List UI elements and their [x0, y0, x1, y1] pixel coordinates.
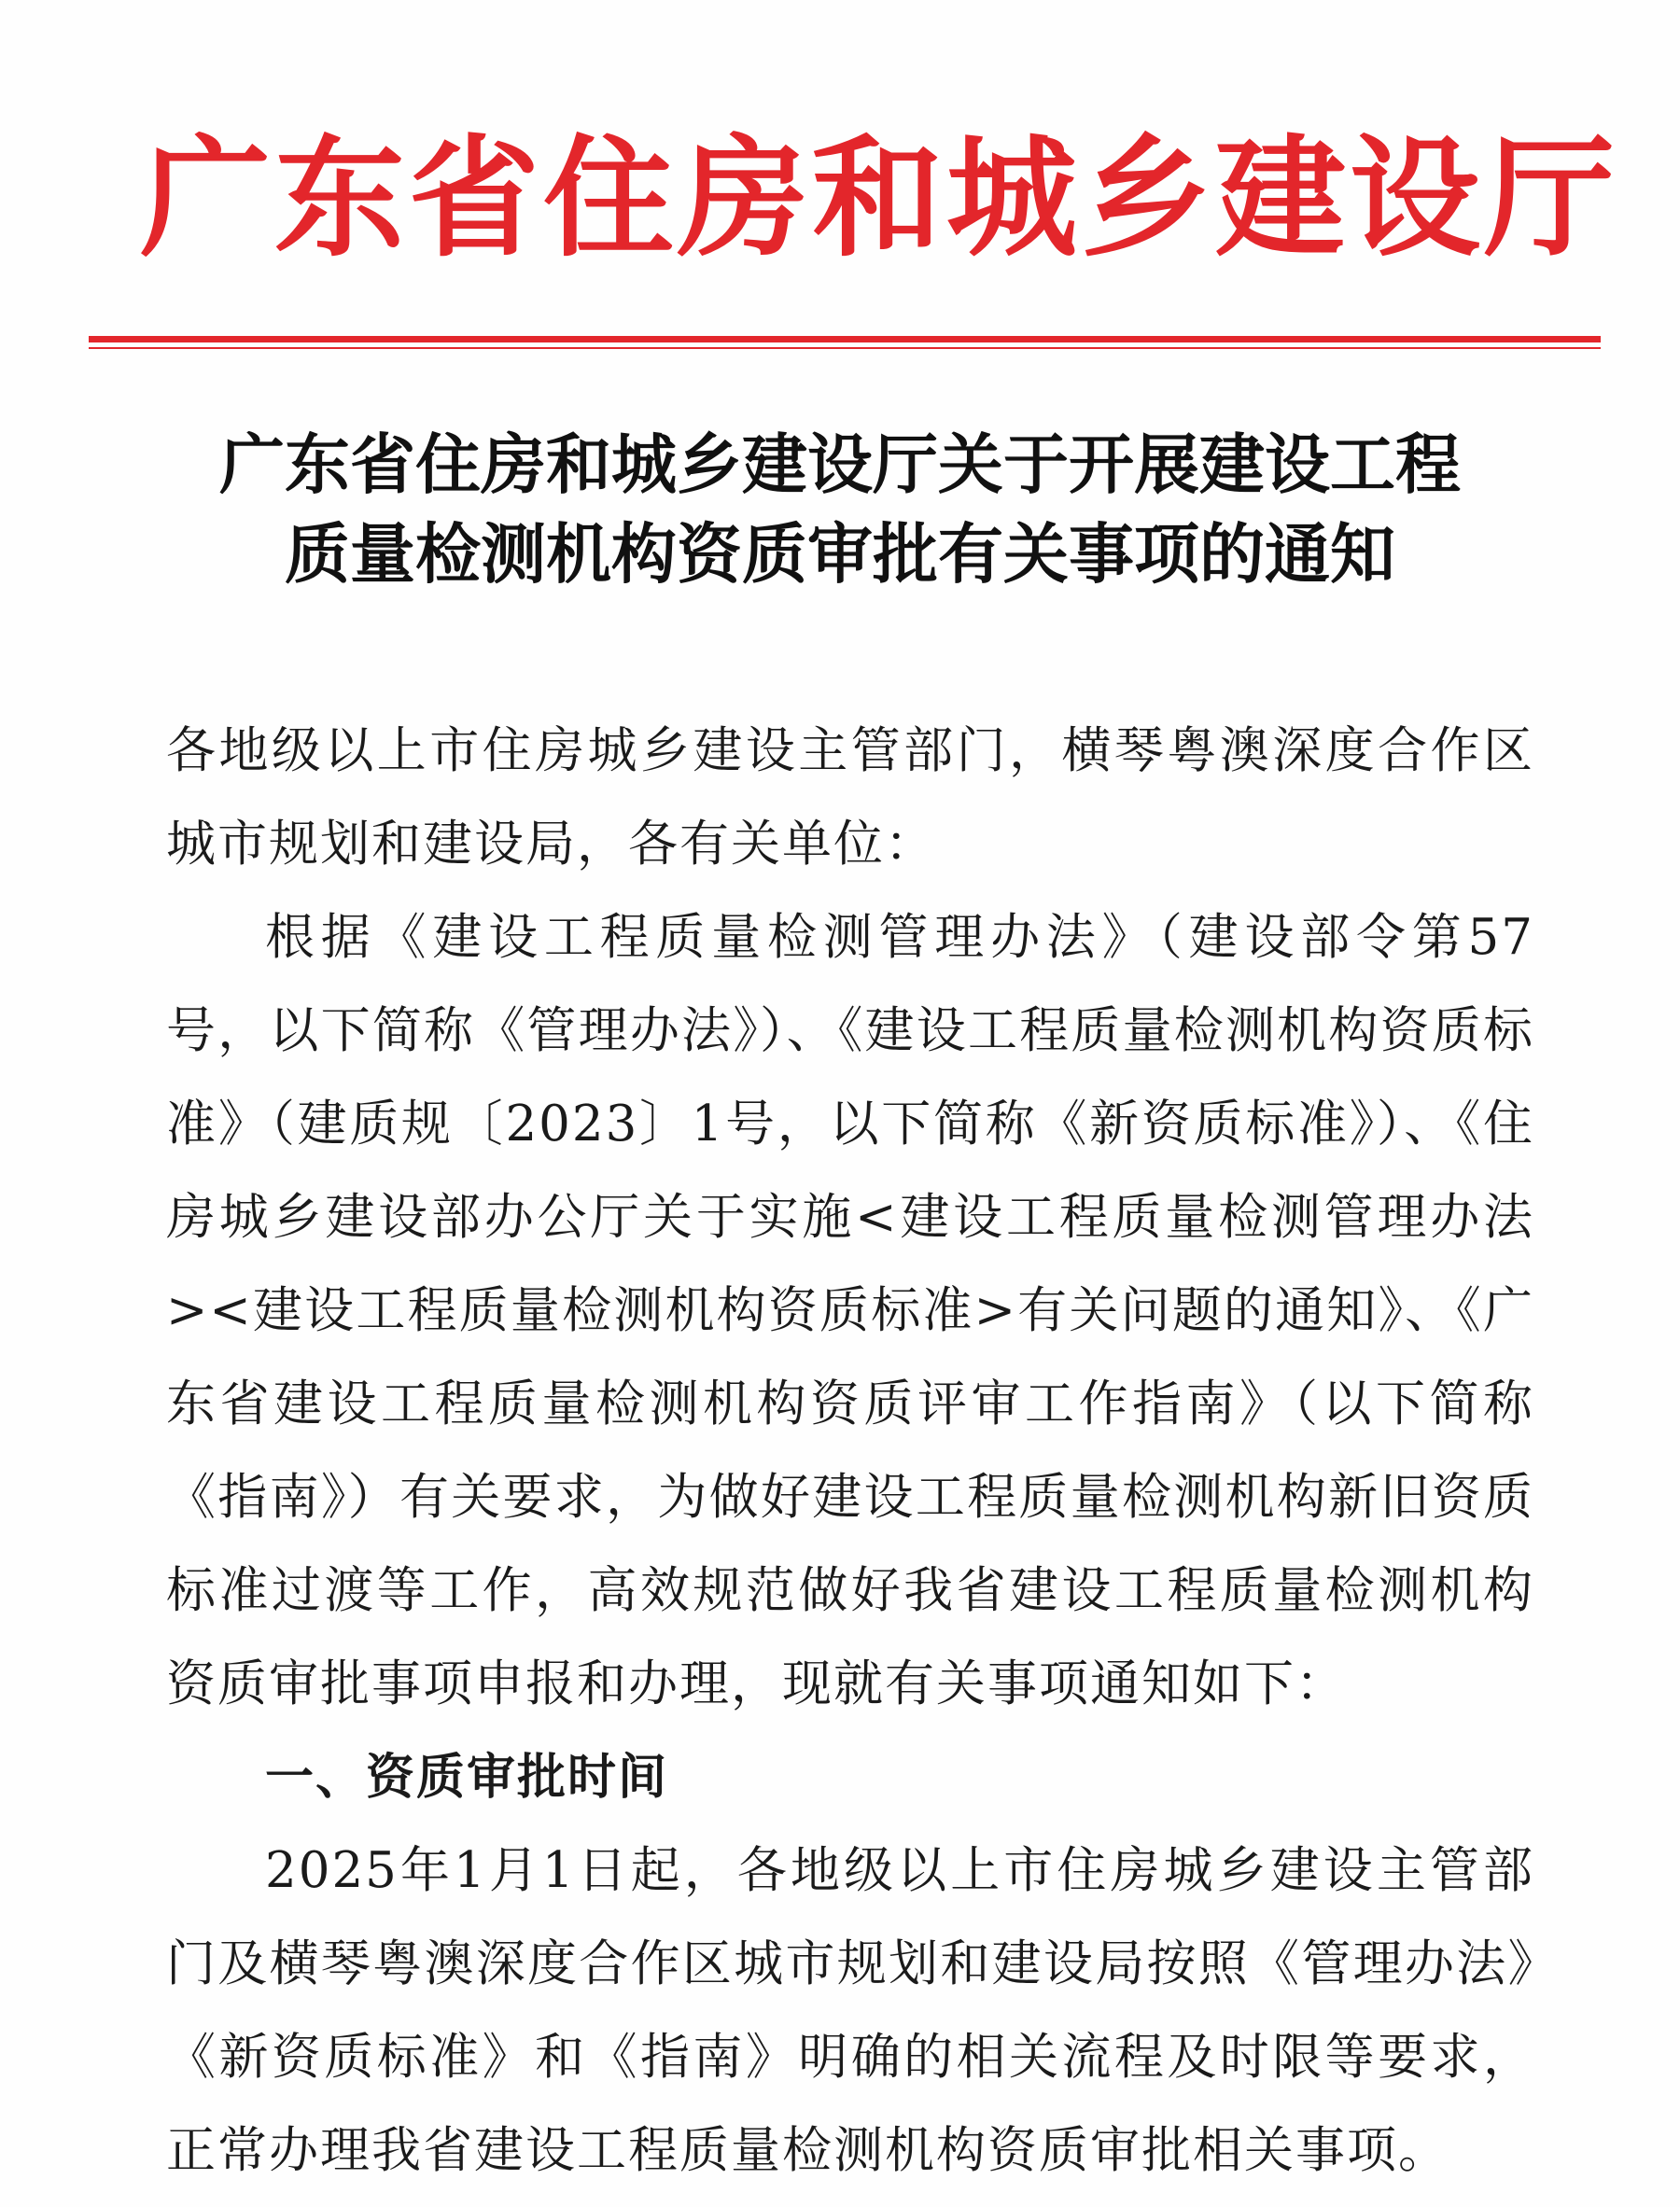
masthead-red-rule-thin — [89, 347, 1601, 349]
masthead-org-name: 广东省住房和城乡建设厅 — [140, 122, 1619, 275]
document-body — [166, 705, 1534, 2198]
addressee: 各地级以上市住房城乡建设主管部门，横琴粤澳深度合作区城市规划和建设局，各有关单位： — [166, 722, 1534, 873]
document-title-line-2: 质量检测机构资质审批有关事项的通知 — [285, 516, 1395, 593]
masthead-red-rule — [89, 336, 1601, 342]
document-title-line-1: 广东省住房和城乡建设厅关于开展建设工程 — [219, 426, 1461, 503]
document-title — [121, 420, 1559, 599]
body-paragraph: 2025年1月1日起，各地级以上市住房城乡建设主管部门及横琴粤澳深度合作区城市规划和建设局按照《管理办法》《新资质标准》和《指南》明确的相关流程及时限等要求，正常办理我省建设工程质量检测机构资质审批相关事项。 — [166, 1842, 1534, 2179]
body-paragraph: 根据《建设工程质量检测管理办法》（建设部令第57号，以下简称《管理办法》）、《建设工程质量检测机构资质标准》（建质规〔2023〕1号，以下简称《新资质标准》）、《住房城乡建设部办公厅关于实施<建设工程质量检测管理办法><建设工程质量检测机构资质标准>有关问题的通知》、《广东省建设工程质量检测机构资质评审工作指南》（以下简称《指南》）有关要求，为做好建设工程质量检测机构新旧资质标准过渡等工作，高效规范做好我省建设工程质量检测机构资质审批事项申报和办理，现就有关事项通知如下： — [166, 909, 1534, 1712]
section-heading: 一、资质审批时间 — [265, 1750, 669, 1806]
